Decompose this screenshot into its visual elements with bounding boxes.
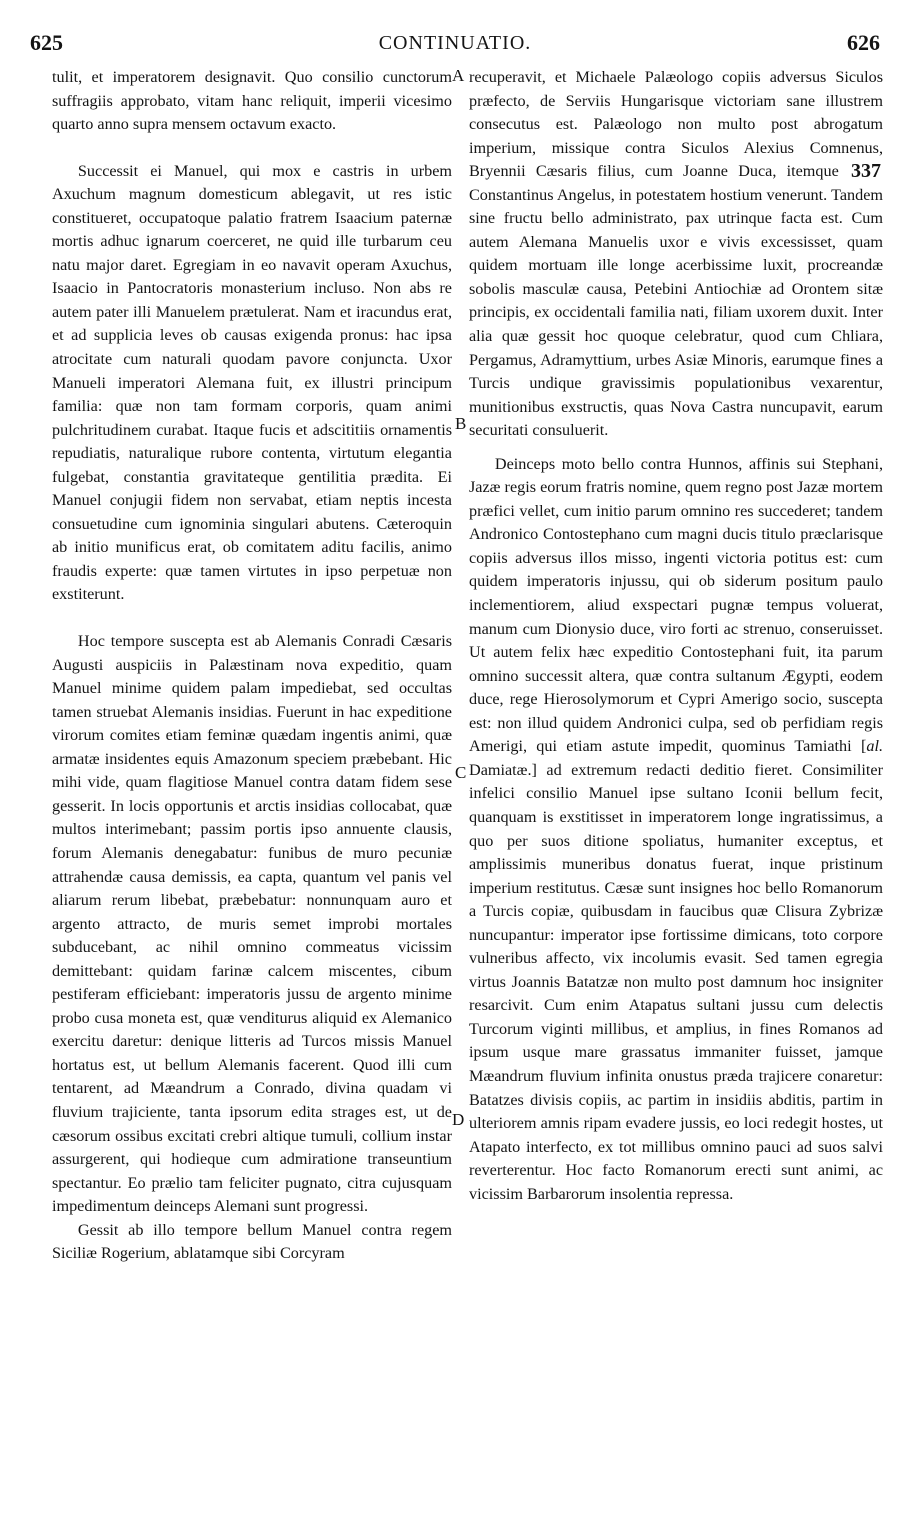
paragraph-text: Deinceps moto bello contra Hunnos, affinis sui Stephani, Jazæ regis eorum fratris nomine, quem regno post Jazæ mortem præfici vellet, cum initio parum omnino res succederet; tandem Andronico Contostephano cum magni ducis titulo præclarisque copiis adversus illos misso, ingenti victoria potitus est: cum quidem imperatoris injussu, qui ob siderum positum paulo inclementiorem, aliud exspectari pugnæ tempus voluerat, manum cum Dionysio duce, viro forti ac strenuo, conseruisset. Ut autem felix hæc expeditio Contostephani fuit, ita parum omnino successit altera, quæ contra sultanum Ægypti, eodem duce, rege Hierosolymorum et Cypri Amerigo socio, suscepta est: non illud quidem Andronici culpa, sed ob perfidiam regis Amerigi, qui etiam astute impedit, quominus Tamiathi [ (469, 454, 883, 756)
right-page-number: 626 (847, 30, 880, 55)
paragraph: tulit, et imperatorem designavit. Quo consilio cunctorum suffragiis approbato, vitam hanc reliquit, imperii vicesimo quarto anno supra mensem octavum exacto. (52, 68, 452, 134)
paragraph-text: recuperavit, et Michaele Palæologo copiis adversus Siculos præfecto, de Serviis Hungarisque victoriam sane illustrem consecutus est. Palæologo non multo post abrogatum imperium, missique contra Siculos Alexius Comnenus, Bryennii Cæsaris filius, cum Joanne Duca, itemque (469, 68, 883, 181)
paragraph: Successit ei Manuel, qui mox e castris in urbem Axuchum magnum domesticum ablegavit, ut res istic constitueret, occupatoque palatio fratrem Isaacium paternæ mortis adhuc ignarum coerceret, ne quid ille turbarum ceu natu major daret. Egregiam in eo navavit operam Axuchus, Isaacio in Pantocratoris monasterium incluso. Non abs re autem pater illi Manuelem prætulerat. Nam et iracundus erat, et ad supplicia leves ob causas exigenda pronus: hac ipsa atrocitate cum naturali quodam pavore conjuncta. Uxor Manueli imperatori Alemana fuit, ex illustri principum familia: quæ non tam formam corporis, quam animi pulchritudinem curabat. Itaque fucis et adscititiis ornamentis repudiatis, naturalique rubore contenta, virtutum elegantia fulgebat, constantia gravitateque gentilitia prædita. Ei Manuel conjugii fidem non servabat, etiam neptis incesta consuetudine cum ignominia singulari abutens. Cæteroquin ab initio munificus erat, ob comitatem aditu facilis, animo fraudis experte: quæ tamen virtutes in ipso perpetuæ non exstiterunt. (52, 161, 452, 604)
abbreviation: al. (866, 737, 883, 756)
left-page-number: 625 (30, 30, 63, 55)
running-head-title: CONTINUATIO. (378, 32, 532, 54)
margin-letter-c: C (455, 763, 467, 782)
paragraph-text: Constantinus Angelus, in potestatem hostium venerunt. Tandem sine fructu bello administrato, pax utrinque facta est. Cum autem Alemana Manuelis uxor e vivis excessisset, quam quidem mortuam ille longe acerbissime luxit, procreandæ sobolis masculæ causa, Petebini Antiochiæ ad Orontem sitæ principis, ex occidentali familia nati, filiam uxorem duxit. Inter alia quæ gessit hoc quoque celebratur, quod cum Chliara, Pergamus, Adramyttium, urbes Asiæ Minoris, earumque fines a Turcis undique gravissimis populationibus vexarentur, munitionibus exstructis, quas Nova Castra nuncupavit, earum securitati consuluerit. (469, 185, 883, 440)
page-header (30, 30, 880, 62)
right-text-column (469, 66, 883, 1206)
paragraph (469, 66, 883, 443)
left-text-column (52, 66, 452, 1266)
paragraph-text: Damiatæ.] ad extremum redacti deditio fieret. Consimiliter infelici consilio Manuel ipse sultano Iconii bellum fecit, quanquam is exstitisset in imperatorem longe ingratissimus, a quo per suos ditione spoliatus, humaniter exceptus, et amplissimis muneribus donatus fuerat, inque pristinum imperium restitutus. Cæsæ sunt insignes hoc bello Romanorum a Turcis copiæ, quibusdam in faucibus quæ Clisura Zybrizæ nuncupantur: imperator ipse fortissime dimicans, toto corpore vulneribus affecto, vix incolumis evasit. Sed tamen egregia virtus Joannis Batatzæ non multo post damnum hoc insigniter resarcivit. Cum enim Atapatus sultani jussu cum delectis Turcorum viginti millibus, et amplius, in fines Romanos ad ipsum usque mare grassatus immaniter fuisset, jamque Mæandrum fluvium infinita onustus præda trajicere conaretur: Batatzes divisis copiis, ac partim in insidiis abditis, partim in ulteriorem amnis ripam evadere jussis, eo loci redegit hostes, ut Atapato interfecto, ex tot millibus omnino pauci ad suos salvi reverterentur. Hoc facto Romanorum erecti sunt animi, ac vicissim Barbarorum insolentia repressa. (469, 760, 883, 1203)
margin-letter-a: A (452, 66, 465, 85)
page-marker: 337 (851, 160, 882, 183)
paragraph: Gessit ab illo tempore bellum Manuel contra regem Siciliæ Rogerium, ablatamque sibi Corcyram (52, 1220, 452, 1263)
margin-letter-d: D (452, 1110, 465, 1129)
paragraph: Hoc tempore suscepta est ab Alemanis Conradi Cæsaris Augusti auspiciis in Palæstinam nova expeditio, quam Manuel minime quidem palam impediebat, sed occultas tamen struebat Alemanis insidias. Fuerunt in hac expeditione virorum comites etiam feminæ quædam ingentis animi, quæ armatæ insidentes equis Amazonum speciem præbebant. Hic mihi vide, quam flagitiose Manuel contra datam fidem sese gesserit. In locis opportunis et arctis insidias collocabat, quæ multos interimebant; passim portis ipso annuente clausis, forum Alemanis denegabatur: funibus de muro pecuniæ attrahendæ causa demissis, ea capta, quantum vel panis vel aliarum rerum libebat, præbebatur: nonnunquam auro et argento attracto, de muris semet improbi mortales subducebant, ac nihil omnino commeatus vicissim demittebant: quidam farinæ calcem miscentes, cibum pestiferam efficiebant: imperatoris jussu de argento minime probo cusa moneta est, quæ venditurus aliquid ex Alemanico exercitu daretur: denique litteris ad Turcos missis Manuel hortatus est, ut bellum Alemanis facerent. Quod illi cum tentarent, ad Mæandrum a Conrado, divina quadam vi fluvium trajiciente, tanta ipsorum edita strages est, ut de cæsorum ossibus excitati crebri altique tumuli, collium instar assurgerent, qui hodieque cum admiratione transeuntium spectantur. Eo prælio tam feliciter pugnato, citra cujusquam impedimentum deinceps Alemani sunt progressi. (52, 632, 452, 1216)
margin-letter-b: B (455, 414, 467, 433)
paragraph (469, 453, 883, 1207)
